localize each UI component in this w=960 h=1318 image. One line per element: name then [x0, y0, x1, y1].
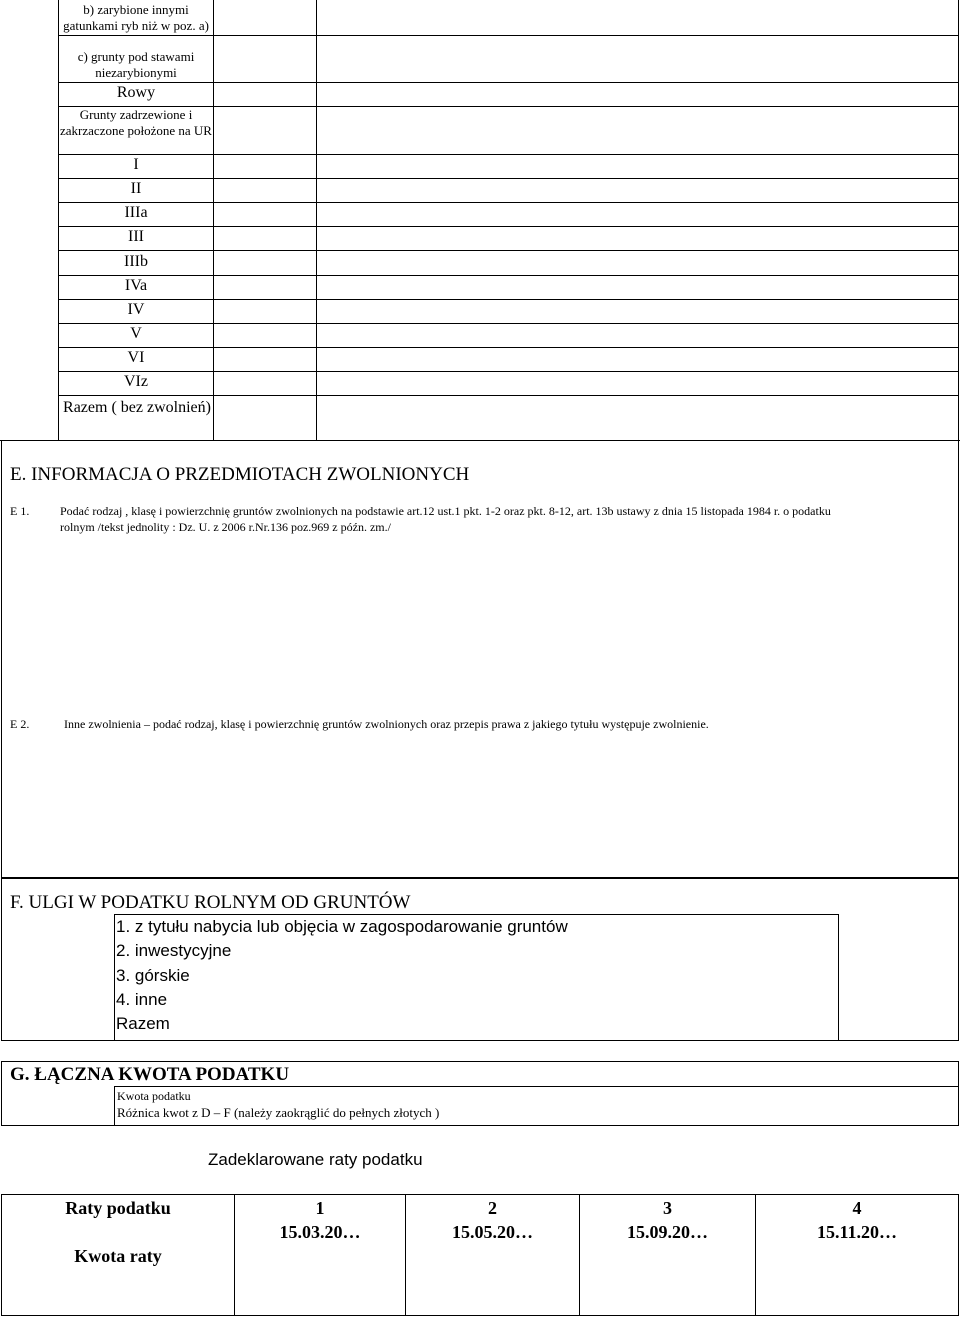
- row-divider: [58, 202, 958, 203]
- row-divider: [58, 395, 958, 396]
- g-left-border: [114, 1086, 115, 1126]
- row-divider: [58, 347, 958, 348]
- row-divider: [58, 82, 958, 83]
- g-line2: Różnica kwot z D – F (należy zaokrąglić do pełnych złotych ): [117, 1105, 440, 1120]
- row-divider: [58, 299, 958, 300]
- installment-number: 4: [852, 1198, 862, 1218]
- category-label: V: [130, 325, 142, 342]
- e1-text: Podać rodzaj , klasę i powierzchnię gruntów zwolnionych na podstawie art.12 ust.1 pkt. 1-2 oraz pkt. 8-12, art. 13b ustawy z dnia 15 listopada 1984 r. o podatku: [60, 504, 831, 518]
- installment-date: 15.03.20…: [279, 1222, 361, 1242]
- row-divider: [58, 226, 958, 227]
- table-border-right: [958, 0, 959, 440]
- e1-text-cont: rolnym /tekst jednolity : Dz. U. z 2006 r.Nr.136 poz.969 z późn. zm./: [60, 520, 391, 534]
- relief-item: 2. inwestycyjne: [116, 941, 232, 960]
- section-f-title: F. ULGI W PODATKU ROLNYM OD GRUNTÓW: [10, 892, 411, 913]
- row-divider: [58, 250, 958, 251]
- section-e-title: E. INFORMACJA O PRZEDMIOTACH ZWOLNIONYCH: [10, 464, 470, 485]
- row-divider: [58, 178, 958, 179]
- table-border-mid: [213, 0, 214, 440]
- relief-left-border: [114, 914, 115, 1041]
- table-border-mid2: [316, 0, 317, 440]
- category-label: IIIb: [124, 253, 148, 270]
- row-divider: [58, 275, 958, 276]
- category-label: VIz: [124, 373, 148, 390]
- category-label: II: [130, 180, 142, 197]
- g-row-divider: [114, 1086, 959, 1087]
- relief-right-border: [838, 914, 839, 1041]
- installment-number: 2: [488, 1198, 497, 1218]
- category-label: I: [133, 156, 139, 173]
- relief-item: 3. górskie: [116, 966, 190, 985]
- category-label: Rowy: [116, 84, 156, 101]
- category-label: IVa: [124, 277, 148, 294]
- installment-date: 15.11.20…: [816, 1222, 897, 1242]
- row-divider: [58, 35, 958, 36]
- row-divider: [58, 154, 958, 155]
- relief-item: 4. inne: [116, 990, 168, 1009]
- relief-row-divider: [114, 914, 838, 915]
- category-label: b) zarybione innymi gatunkami ryb niż w poz. a): [63, 2, 209, 33]
- installments-row1-label: Raty podatku: [65, 1198, 171, 1218]
- e2-label: E 2.: [10, 717, 30, 731]
- section-g-title: G. ŁĄCZNA KWOTA PODATKU: [10, 1064, 290, 1085]
- e1-label: E 1.: [10, 504, 30, 518]
- table-border-left: [58, 0, 59, 440]
- e2-text: Inne zwolnienia – podać rodzaj, klasę i powierzchnię gruntów zwolnionych oraz przepis prawa z jakiego tytułu występuje zwolnienie.: [64, 717, 709, 731]
- g-line1: Kwota podatku: [117, 1089, 191, 1103]
- installments-row2-label: Kwota raty: [74, 1246, 162, 1266]
- category-label: VI: [127, 349, 145, 366]
- category-label-total: Razem ( bez zwolnień): [63, 399, 211, 416]
- installment-number: 1: [315, 1198, 325, 1218]
- row-divider: [58, 371, 958, 372]
- installments-caption: Zadeklarowane raty podatku: [208, 1150, 423, 1169]
- category-label: IIIa: [124, 204, 148, 221]
- installment-date: 15.05.20…: [452, 1222, 533, 1242]
- category-label: Grunty zadrzewione i zakrzaczone położone na UR: [60, 107, 212, 138]
- category-label: IV: [127, 301, 145, 318]
- category-label: III: [128, 228, 144, 245]
- category-label: c) grunty pod stawami niezarybionymi: [77, 49, 195, 80]
- row-divider: [58, 323, 958, 324]
- installment-number: 3: [663, 1198, 672, 1218]
- relief-total: Razem: [116, 1014, 170, 1033]
- installment-date: 15.09.20…: [627, 1222, 708, 1242]
- relief-item: 1. z tytułu nabycia lub objęcia w zagospodarowanie gruntów: [116, 917, 568, 936]
